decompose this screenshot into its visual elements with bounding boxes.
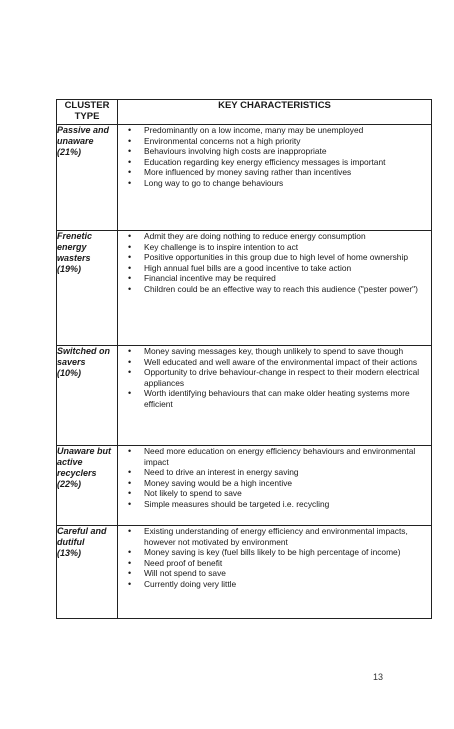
table-header-row — [57, 100, 432, 125]
list-item: • Money saving messages key, though unlikely to spend to save though — [144, 346, 431, 357]
list-item: • Need to drive an interest in energy saving — [144, 467, 431, 478]
cluster-percent: (19%) — [57, 264, 82, 274]
list-item: • Currently doing very little — [144, 579, 431, 590]
cluster-percent: (13%) — [57, 548, 82, 558]
table-row — [57, 346, 432, 446]
list-item: • Well educated and well aware of the environmental impact of their actions — [144, 357, 431, 368]
characteristics-list — [118, 346, 431, 409]
list-item: • Positive opportunities in this group due to high level of home ownership — [144, 252, 431, 263]
cluster-table — [56, 99, 432, 619]
list-item: • Financial incentive may be required — [144, 273, 431, 284]
list-item: • More influenced by money saving rather than incentives — [144, 167, 431, 178]
table-row — [57, 446, 432, 526]
key-characteristics-cell — [118, 526, 432, 619]
list-item: • Admit they are doing nothing to reduce energy consumption — [144, 231, 431, 242]
cluster-type-cell — [57, 346, 118, 446]
cluster-name: Switched on savers — [57, 346, 111, 367]
key-characteristics-cell — [118, 125, 432, 231]
characteristics-list — [118, 231, 431, 294]
list-item: • Children could be an effective way to reach this audience ("pester power") — [144, 284, 431, 295]
header-key-characteristics: KEY CHARACTERISTICS — [118, 100, 432, 125]
cluster-name: Passive and unaware — [57, 125, 110, 146]
key-characteristics-cell — [118, 446, 432, 526]
list-item: • Will not spend to save — [144, 568, 431, 579]
list-item: • Need more education on energy efficiency behaviours and environmental impact — [144, 446, 431, 467]
characteristics-list — [118, 125, 431, 188]
key-characteristics-cell — [118, 231, 432, 346]
list-item: • Simple measures should be targeted i.e. recycling — [144, 499, 431, 510]
key-characteristics-cell — [118, 346, 432, 446]
list-item: • Existing understanding of energy efficiency and environmental impacts, however not motivated by environment — [144, 526, 431, 547]
characteristics-list — [118, 526, 431, 589]
list-item: • Money saving would be a high incentive — [144, 478, 431, 489]
list-item: • Predominantly on a low income, many may be unemployed — [144, 125, 431, 136]
cluster-type-cell — [57, 231, 118, 346]
list-item: • Behaviours involving high costs are inappropriate — [144, 146, 431, 157]
cluster-type-cell — [57, 526, 118, 619]
list-item: • Worth identifying behaviours that can make older heating systems more efficient — [144, 388, 431, 409]
list-item: • Education regarding key energy efficiency messages is important — [144, 157, 431, 168]
characteristics-list — [118, 446, 431, 509]
table-row — [57, 231, 432, 346]
page-number: 13 — [373, 672, 384, 682]
list-item: • Not likely to spend to save — [144, 488, 431, 499]
list-item: • Environmental concerns not a high priority — [144, 136, 431, 147]
cluster-percent: (22%) — [57, 479, 82, 489]
table-row — [57, 526, 432, 619]
cluster-name: Careful and dutiful — [57, 526, 107, 547]
list-item: • Opportunity to drive behaviour-change in respect to their modern electrical appliances — [144, 367, 431, 388]
list-item: • Money saving is key (fuel bills likely to be high percentage of income) — [144, 547, 431, 558]
cluster-percent: (10%) — [57, 368, 82, 378]
list-item: • Need proof of benefit — [144, 558, 431, 569]
cluster-name: Unaware but active recyclers — [57, 446, 112, 478]
cluster-name: Frenetic energy wasters — [57, 231, 93, 263]
header-cluster-type: CLUSTER TYPE — [57, 100, 118, 125]
cluster-percent: (21%) — [57, 147, 82, 157]
list-item: • Key challenge is to inspire intention to act — [144, 242, 431, 253]
table-row — [57, 125, 432, 231]
list-item: • Long way to go to change behaviours — [144, 178, 431, 189]
cluster-type-cell — [57, 446, 118, 526]
cluster-type-cell — [57, 125, 118, 231]
list-item: • High annual fuel bills are a good incentive to take action — [144, 263, 431, 274]
